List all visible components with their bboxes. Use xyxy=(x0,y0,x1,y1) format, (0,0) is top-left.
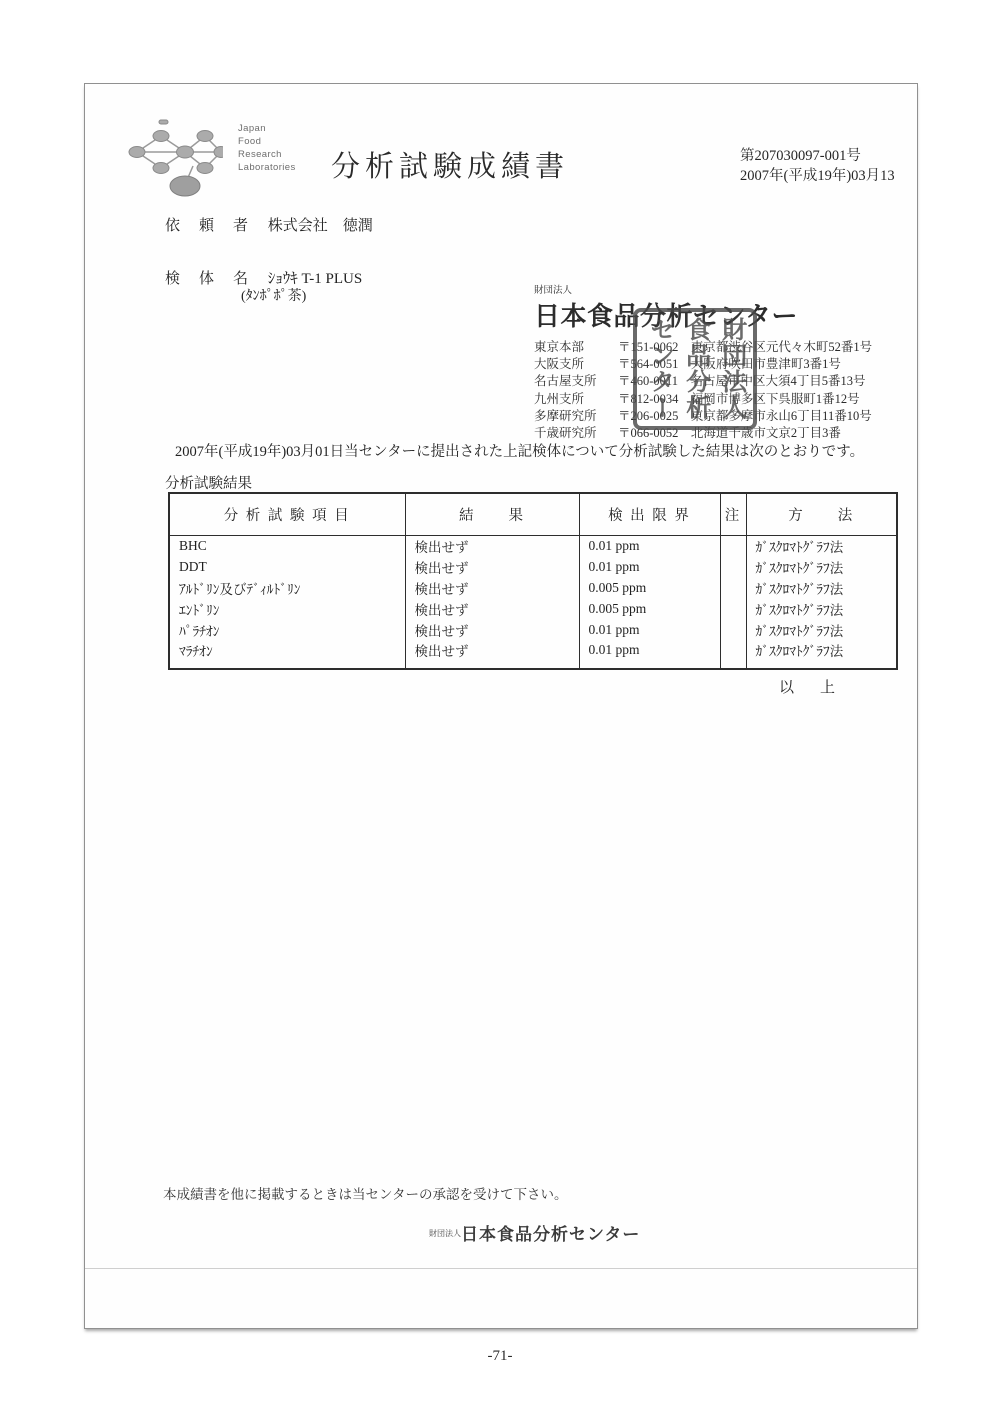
cell-item: DDT xyxy=(169,556,405,577)
table-row xyxy=(169,577,897,598)
logo-line: Research xyxy=(238,149,282,160)
office-address: 〒564-0051 大阪府吹田市豊津町3番1号 xyxy=(618,357,841,372)
cell-item: ｱﾙﾄﾞﾘﾝ及びﾃﾞｨﾙﾄﾞﾘﾝ xyxy=(169,577,405,598)
office-name: 名古屋支所 xyxy=(534,374,597,389)
logo-line: Food xyxy=(238,136,262,147)
footer-org-name: 日本食品分析センター xyxy=(461,1225,641,1244)
results-section-label: 分析試験結果 xyxy=(165,476,252,492)
cell-method: ｶﾞｽｸﾛﾏﾄｸﾞﾗﾌ法 xyxy=(746,640,897,669)
intro-sentence: 2007年(平成19年)03月01日当センターに提出された上記検体について分析試験した結果は次のとおりです。 xyxy=(175,444,865,460)
cell-result: 検出せず xyxy=(405,640,579,669)
org-name: 日本食品分析センター xyxy=(534,301,798,331)
header-method: 方 法 xyxy=(746,493,897,535)
sample-value-line2: (ﾀﾝﾎﾟﾎﾟ茶) xyxy=(241,289,307,304)
office-address: 〒460-0011 名古屋市中区大須4丁目5番13号 xyxy=(618,374,866,389)
cell-result: 検出せず xyxy=(405,598,579,619)
cell-note xyxy=(720,535,746,556)
page-number: -71- xyxy=(487,1348,513,1364)
header-limit: 検 出 限 界 xyxy=(579,493,720,535)
office-name: 大阪支所 xyxy=(534,357,585,372)
results-table xyxy=(168,492,898,670)
client-row xyxy=(165,214,373,235)
table-row xyxy=(169,556,897,577)
logo-line: Laboratories xyxy=(238,162,296,173)
table-row xyxy=(169,619,897,640)
logo-line: Japan xyxy=(238,123,266,134)
header-row xyxy=(169,493,897,535)
cell-result: 検出せず xyxy=(405,535,579,556)
cell-method: ｶﾞｽｸﾛﾏﾄｸﾞﾗﾌ法 xyxy=(746,619,897,640)
header-result: 結 果 xyxy=(405,493,579,535)
official-seal-stamp xyxy=(633,308,757,430)
office-name: 千歳研究所 xyxy=(534,426,597,441)
org-prefix: 財団法人 xyxy=(534,285,573,296)
footer-org-prefix: 財団法人 xyxy=(429,1229,461,1238)
results-tbody xyxy=(169,535,897,669)
cell-note xyxy=(720,640,746,669)
header-note: 注 xyxy=(720,493,746,535)
cell-item: ｴﾝﾄﾞﾘﾝ xyxy=(169,598,405,619)
client-label: 依 頼 者 xyxy=(165,218,251,234)
header-item: 分 析 試 験 項 目 xyxy=(169,493,405,535)
molecule-logo-icon xyxy=(123,114,223,199)
cell-note xyxy=(720,598,746,619)
cell-method: ｶﾞｽｸﾛﾏﾄｸﾞﾗﾌ法 xyxy=(746,535,897,556)
document-title: 分析試験成績書 xyxy=(331,151,570,183)
document-number: 第207030097-001号 xyxy=(740,148,861,164)
cell-method: ｶﾞｽｸﾛﾏﾄｸﾞﾗﾌ法 xyxy=(746,556,897,577)
sample-label: 検 体 名 xyxy=(165,271,251,287)
sample-value: ｼｮｳｷ T-1 PLUS xyxy=(267,271,363,287)
cell-limit: 0.005 ppm xyxy=(579,598,720,619)
footer-divider xyxy=(85,1268,917,1269)
office-name: 多摩研究所 xyxy=(534,408,597,423)
document-page xyxy=(84,83,918,1329)
office-address: 〒812-0034 福岡市博多区下呉服町1番12号 xyxy=(618,391,860,406)
lab-logo-text xyxy=(238,122,296,174)
seal-characters: 財団法人 xyxy=(717,317,746,421)
cell-limit: 0.01 ppm xyxy=(579,556,720,577)
cell-limit: 0.01 ppm xyxy=(579,640,720,669)
cell-result: 検出せず xyxy=(405,577,579,598)
seal-characters: 食品分析 xyxy=(681,317,710,421)
cell-result: 検出せず xyxy=(405,619,579,640)
office-address: 〒206-0025 東京都多摩市永山6丁目11番10号 xyxy=(618,408,872,423)
footer-org-logo xyxy=(429,1220,640,1245)
cell-note xyxy=(720,577,746,598)
cell-item: BHC xyxy=(169,535,405,556)
office-name: 九州支所 xyxy=(534,391,585,406)
office-name: 東京本部 xyxy=(534,340,585,354)
cell-note xyxy=(720,619,746,640)
reprint-note: 本成績書を他に掲載するときは当センターの承認を受けて下さい。 xyxy=(163,1187,568,1202)
client-value: 株式会社 徳潤 xyxy=(267,218,373,234)
document-meta xyxy=(740,146,895,186)
cell-limit: 0.01 ppm xyxy=(579,535,720,556)
office-address: 〒066-0052 北海道千歳市文京2丁目3番 xyxy=(618,426,841,441)
cell-limit: 0.005 ppm xyxy=(579,577,720,598)
document-date: 2007年(平成19年)03月13 xyxy=(740,168,895,184)
cell-limit: 0.01 ppm xyxy=(579,619,720,640)
table-row xyxy=(169,535,897,556)
cell-method: ｶﾞｽｸﾛﾏﾄｸﾞﾗﾌ法 xyxy=(746,598,897,619)
closing-statement: 以上 xyxy=(779,680,862,696)
cell-note xyxy=(720,556,746,577)
table-row xyxy=(169,640,897,669)
cell-item: ﾏﾗﾁｵﾝ xyxy=(169,640,405,669)
cell-method: ｶﾞｽｸﾛﾏﾄｸﾞﾗﾌ法 xyxy=(746,577,897,598)
lab-logo xyxy=(123,114,353,199)
table-row xyxy=(169,598,897,619)
cell-item: ﾊﾟﾗﾁｵﾝ xyxy=(169,619,405,640)
cell-result: 検出せず xyxy=(405,556,579,577)
seal-characters: センター xyxy=(645,317,674,421)
results-table-header xyxy=(169,493,897,535)
office-address: 〒151-0062 東京都渋谷区元代々木町52番1号 xyxy=(618,340,873,354)
